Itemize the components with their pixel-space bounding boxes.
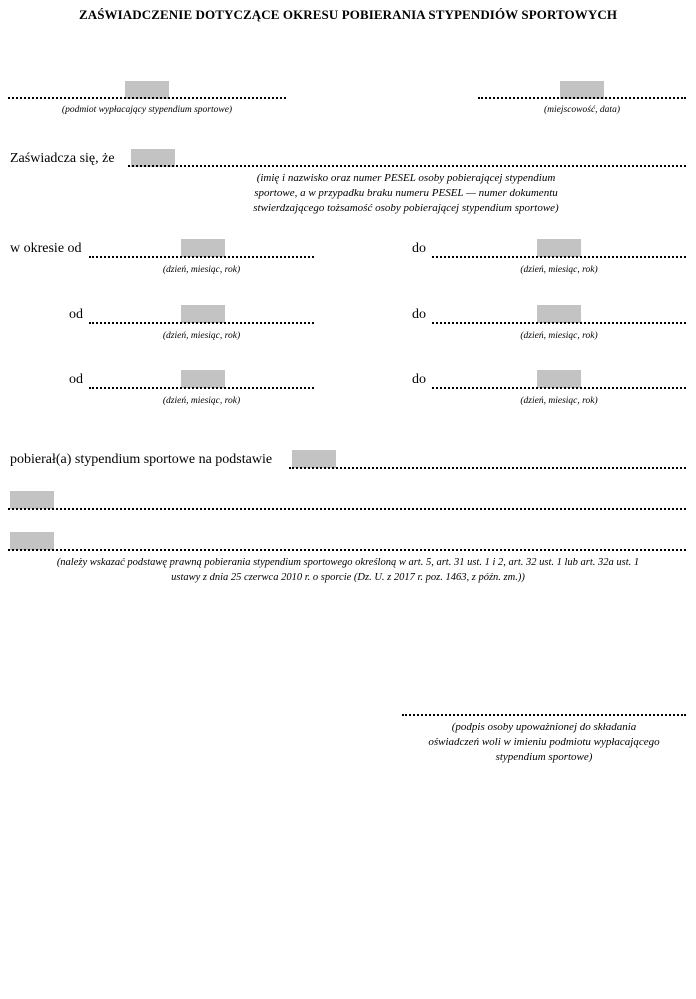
certify-hint-line2: sportowe, a w przypadku braku numeru PESEL — numer dokumentu [254, 187, 558, 199]
period3-to-label: do [412, 372, 426, 387]
basis-label: pobierał(a) stypendium sportowe na podstawie [10, 452, 273, 467]
basis-hint-line1: (należy wskazać podstawę prawną pobierania stypendium sportowego określoną w art. 5, art. 31 ust. 1 i 2, art. 32 ust. 1 lub art. 32a ust. 1 [56, 557, 640, 568]
period1-from-hint: (dzień, miesiąc, rok) [162, 265, 241, 275]
basis-line-3 [8, 549, 686, 551]
certify-label: Zaświadcza się, że [10, 151, 115, 166]
period2-to-field[interactable] [537, 305, 581, 323]
period1-from-field[interactable] [181, 239, 225, 257]
basis-hint-line2: ustawy z dnia 25 czerwca 2010 r. o sporcie (Dz. U. z 2017 r. poz. 1463, z późn. zm.)) [171, 572, 525, 583]
place-date-hint: (miejscowość, data) [544, 105, 620, 115]
period1-to-label: do [412, 241, 426, 256]
period2-from-hint: (dzień, miesiąc, rok) [162, 331, 241, 341]
period2-from-field[interactable] [181, 305, 225, 323]
period3-from-hint: (dzień, miesiąc, rok) [162, 396, 241, 406]
person-line [128, 165, 686, 167]
period3-to-hint: (dzień, miesiąc, rok) [520, 396, 598, 406]
period3-to-line [432, 387, 686, 389]
signature-line [402, 714, 686, 716]
period2-from-line [89, 322, 314, 324]
signature-hint-line1: (podpis osoby upoważnionej do składania [451, 721, 637, 733]
basis-line-2 [8, 508, 686, 510]
period3-to-field[interactable] [537, 370, 581, 388]
period2-to-line [432, 322, 686, 324]
period2-from-label: od [69, 307, 83, 322]
period2-to-label: do [412, 307, 426, 322]
basis-field-2[interactable] [10, 491, 54, 509]
signature-hint-line3: stypendium sportowe) [495, 751, 593, 763]
basis-hint [6, 555, 690, 585]
basis-field-3[interactable] [10, 532, 54, 550]
period3-from-label: od [69, 372, 83, 387]
signature-hint-line2: oświadczeń woli w imieniu podmiotu wypłacającego [428, 736, 660, 748]
payer-hint: (podmiot wypłacający stypendium sportowe) [61, 105, 233, 115]
period3-from-line [89, 387, 314, 389]
place-date-line [478, 97, 686, 99]
document-title: ZAŚWIADCZENIE DOTYCZĄCE OKRESU POBIERANIA STYPENDIÓW SPORTOWYCH [78, 7, 618, 22]
signature-hint [402, 720, 686, 765]
certify-hint [200, 171, 612, 216]
period3-from-field[interactable] [181, 370, 225, 388]
period1-from-line [89, 256, 314, 258]
certify-hint-line3: stwierdzającego tożsamość osoby pobierającej stypendium sportowe) [253, 202, 559, 214]
basis-line-1 [289, 467, 686, 469]
period1-to-hint: (dzień, miesiąc, rok) [520, 265, 598, 275]
basis-field-1[interactable] [292, 450, 336, 468]
period1-to-line [432, 256, 686, 258]
certify-hint-line1: (imię i nazwisko oraz numer PESEL osoby pobierającej stypendium [256, 172, 556, 184]
payer-line [8, 97, 286, 99]
period1-from-label: w okresie od [10, 241, 82, 256]
period2-to-hint: (dzień, miesiąc, rok) [520, 331, 598, 341]
period1-to-field[interactable] [537, 239, 581, 257]
